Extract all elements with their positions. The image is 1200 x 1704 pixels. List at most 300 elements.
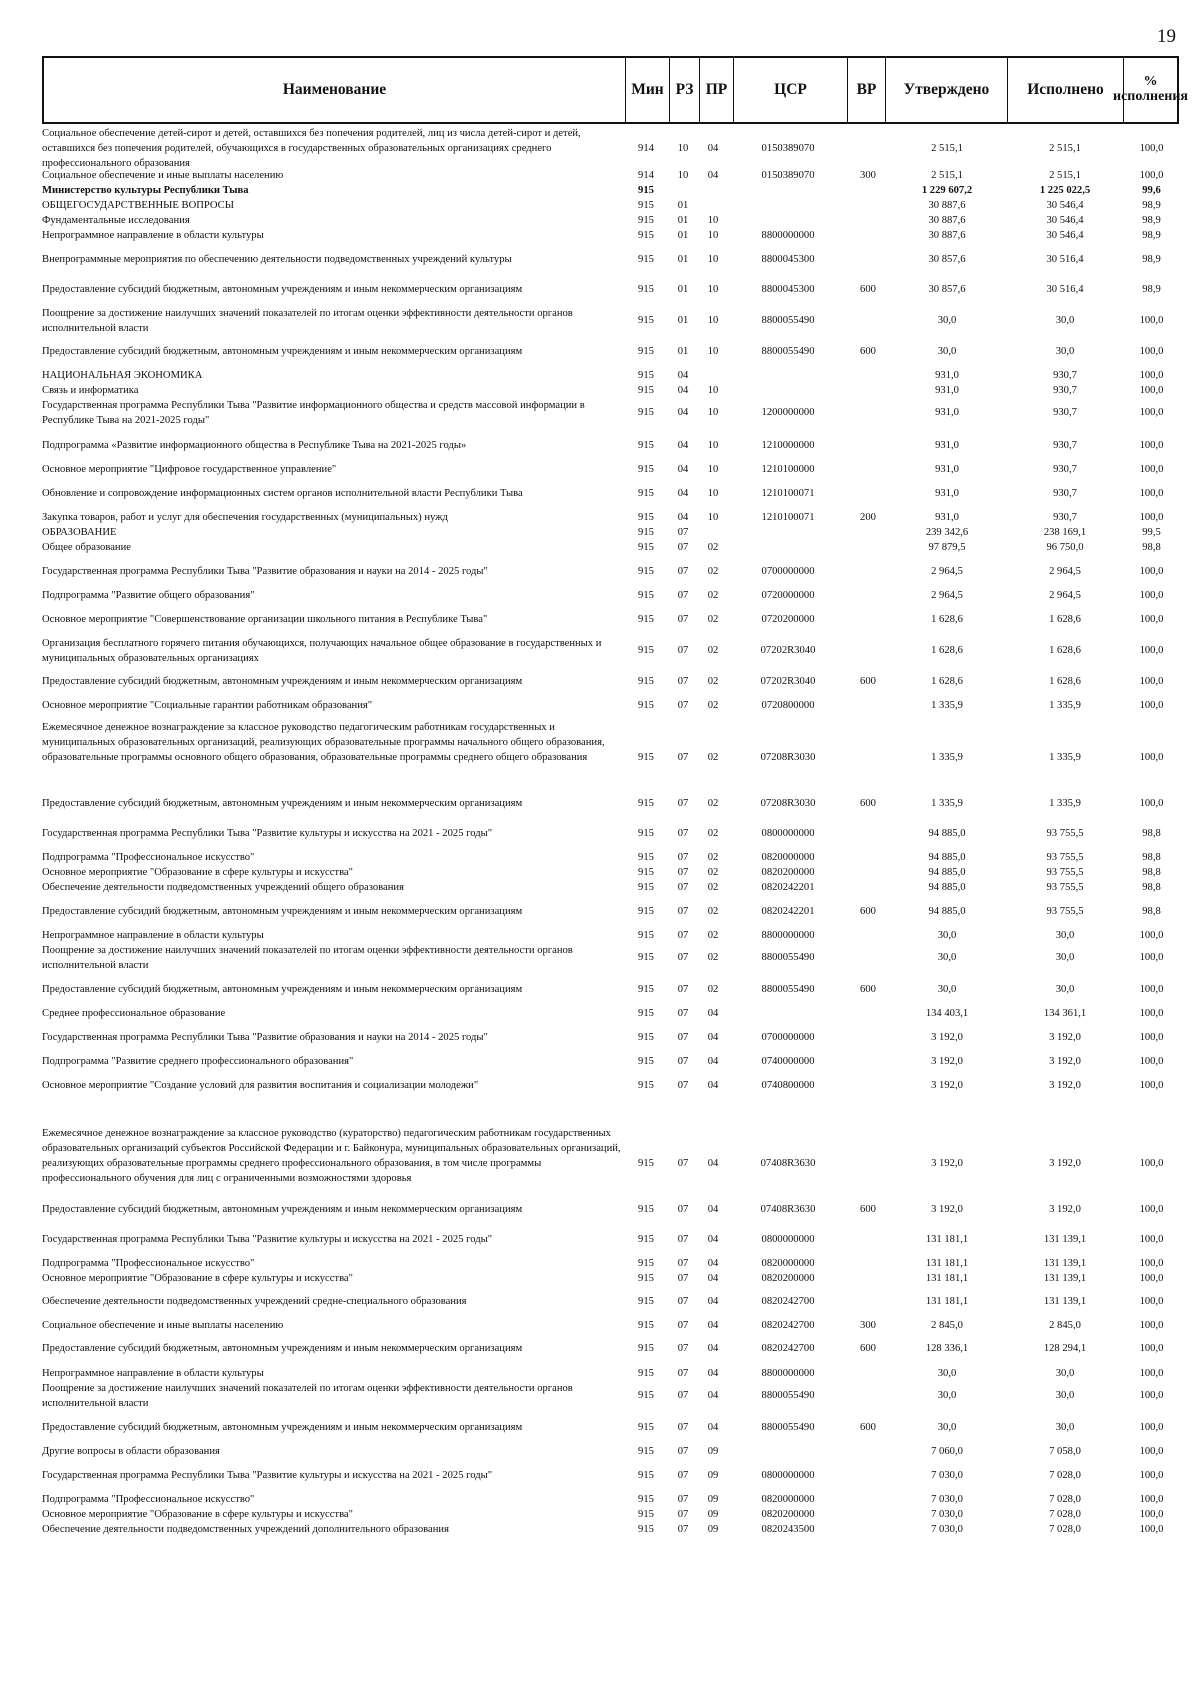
row-executed: 93 755,5 [1046, 867, 1084, 878]
row-min: 915 [638, 852, 654, 863]
header-pr: ПР [700, 58, 734, 122]
row-percent: 100,0 [1139, 143, 1164, 154]
row-rz: 07 [677, 1320, 689, 1331]
row-name: Социальное обеспечение и иные выплаты населению [42, 1320, 284, 1331]
row-percent: 100,0 [1139, 1296, 1164, 1307]
row-executed: 2 964,5 [1049, 566, 1081, 577]
row-csr: 0800000000 [761, 828, 815, 839]
row-approved: 7 030,0 [931, 1524, 963, 1535]
row-approved: 30 887,6 [928, 230, 966, 241]
row-csr: 8800055490 [761, 315, 815, 326]
row-pr: 02 [707, 906, 719, 917]
row-pr: 10 [707, 512, 719, 523]
row-rz: 07 [677, 700, 689, 711]
row-executed: 930,7 [1053, 385, 1077, 396]
row-percent: 100,0 [1139, 488, 1164, 499]
row-min: 915 [638, 254, 654, 265]
row-csr: 8800055490 [761, 984, 815, 995]
table-row [42, 368, 1179, 383]
row-approved: 7 030,0 [931, 1509, 963, 1520]
row-executed: 2 845,0 [1049, 1320, 1081, 1331]
row-rz: 04 [677, 407, 689, 418]
row-approved: 30,0 [937, 315, 957, 326]
table-row [42, 1006, 1179, 1021]
row-vr: 600 [860, 798, 876, 809]
table-row [42, 1366, 1179, 1381]
row-min: 915 [638, 1509, 654, 1520]
row-min: 915 [638, 1032, 654, 1043]
row-csr: 8800055490 [761, 1390, 815, 1401]
table-row [42, 1271, 1179, 1286]
table-row [42, 880, 1179, 895]
row-percent: 98,8 [1142, 906, 1161, 917]
row-min: 915 [638, 488, 654, 499]
row-min: 915 [638, 882, 654, 893]
row-pr: 04 [707, 1320, 719, 1331]
row-name: Обеспечение деятельности подведомственных учреждений общего образования [42, 882, 404, 893]
row-csr: 0800000000 [761, 1470, 815, 1481]
row-approved: 931,0 [935, 464, 959, 475]
row-csr: 0820242201 [761, 882, 815, 893]
row-pr: 09 [707, 1509, 719, 1520]
row-approved: 931,0 [935, 407, 959, 418]
row-percent: 100,0 [1139, 1158, 1164, 1169]
row-percent: 100,0 [1139, 798, 1164, 809]
row-vr: 600 [860, 1422, 876, 1433]
row-rz: 07 [677, 676, 689, 687]
row-rz: 07 [677, 1273, 689, 1284]
row-approved: 30 887,6 [928, 215, 966, 226]
row-approved: 94 885,0 [928, 882, 966, 893]
row-rz: 07 [677, 984, 689, 995]
row-approved: 131 181,1 [925, 1273, 969, 1284]
table-row [42, 850, 1179, 865]
row-pr: 04 [707, 1422, 719, 1433]
row-rz: 04 [677, 385, 689, 396]
row-pr: 02 [707, 882, 719, 893]
row-csr: 1210000000 [761, 440, 815, 451]
row-pr: 04 [707, 1343, 719, 1354]
row-vr: 600 [860, 906, 876, 917]
table-row [42, 1054, 1179, 1069]
row-csr: 8800055490 [761, 346, 815, 357]
row-name: Основное мероприятие "Цифровое государственное управление" [42, 464, 337, 475]
row-csr: 1210100071 [761, 512, 815, 523]
row-approved: 931,0 [935, 370, 959, 381]
row-approved: 3 192,0 [931, 1032, 963, 1043]
row-percent: 99,6 [1142, 185, 1161, 196]
row-executed: 1 628,6 [1049, 614, 1081, 625]
row-min: 914 [638, 143, 654, 154]
table-row [42, 698, 1179, 713]
row-name: НАЦИОНАЛЬНАЯ ЭКОНОМИКА [42, 370, 203, 381]
row-rz: 01 [677, 254, 689, 265]
row-pr: 04 [707, 1234, 719, 1245]
row-vr: 600 [860, 984, 876, 995]
row-pr: 10 [707, 464, 719, 475]
row-rz: 07 [677, 1234, 689, 1245]
row-executed: 30,0 [1055, 1422, 1075, 1433]
row-rz: 07 [677, 798, 689, 809]
table-row [42, 1126, 1179, 1201]
row-approved: 30,0 [937, 952, 957, 963]
row-pr: 09 [707, 1470, 719, 1481]
row-approved: 30,0 [937, 1390, 957, 1401]
table-row [42, 344, 1179, 359]
row-rz: 07 [677, 1056, 689, 1067]
row-percent: 98,8 [1142, 867, 1161, 878]
row-vr: 600 [860, 284, 876, 295]
row-min: 915 [638, 798, 654, 809]
row-name: Основное мероприятие "Совершенствование организации школьного питания в Республике Тыва" [42, 614, 488, 625]
row-rz: 07 [677, 527, 689, 538]
row-csr: 1210100000 [761, 464, 815, 475]
table-row [42, 168, 1179, 183]
row-min: 915 [638, 752, 654, 763]
row-percent: 100,0 [1139, 1056, 1164, 1067]
row-percent: 100,0 [1139, 645, 1164, 656]
row-approved: 30,0 [937, 346, 957, 357]
row-csr: 07202R3040 [760, 645, 816, 656]
row-name: Другие вопросы в области образования [42, 1446, 220, 1457]
row-percent: 98,8 [1142, 882, 1161, 893]
row-csr: 0820242700 [761, 1320, 815, 1331]
row-pr: 02 [707, 930, 719, 941]
row-percent: 100,0 [1139, 1390, 1164, 1401]
row-approved: 2 515,1 [931, 143, 963, 154]
row-executed: 930,7 [1053, 464, 1077, 475]
row-percent: 100,0 [1139, 1343, 1164, 1354]
row-executed: 30 516,4 [1046, 284, 1084, 295]
row-executed: 96 750,0 [1046, 542, 1084, 553]
row-name: Подпрограмма "Профессиональное искусство" [42, 852, 255, 863]
row-name: Государственная программа Республики Тыва "Развитие информационного общества и средств массовой информации в Республике Тыва на 2021-2025 годы" [42, 400, 585, 426]
row-executed: 930,7 [1053, 407, 1077, 418]
row-pr: 10 [707, 488, 719, 499]
row-min: 915 [638, 566, 654, 577]
row-pr: 02 [707, 542, 719, 553]
row-csr: 0150389070 [761, 170, 815, 181]
row-executed: 30,0 [1055, 1390, 1075, 1401]
table-row [42, 252, 1179, 267]
table-row [42, 674, 1179, 689]
row-percent: 100,0 [1139, 1320, 1164, 1331]
row-approved: 3 192,0 [931, 1056, 963, 1067]
table-row [42, 183, 1179, 198]
table-row [42, 383, 1179, 398]
row-executed: 131 139,1 [1043, 1234, 1087, 1245]
row-min: 915 [638, 952, 654, 963]
row-csr: 0820000000 [761, 852, 815, 863]
row-name: Социальное обеспечение детей-сирот и детей, оставшихся без попечения родителей, лиц из числа детей-сирот и детей, оставшихся без попечения родителей, обучающихся в государственных образовательных организациях среднего профессионального образования [42, 128, 581, 169]
row-min: 915 [638, 984, 654, 995]
row-rz: 07 [677, 1258, 689, 1269]
row-percent: 99,5 [1142, 527, 1161, 538]
row-pr: 10 [707, 284, 719, 295]
row-executed: 30 546,4 [1046, 230, 1084, 241]
row-pr: 10 [707, 315, 719, 326]
row-executed: 1 628,6 [1049, 645, 1081, 656]
row-csr: 0820000000 [761, 1494, 815, 1505]
row-name: Подпрограмма "Профессиональное искусство" [42, 1494, 255, 1505]
table-row [42, 525, 1179, 540]
row-executed: 930,7 [1053, 512, 1077, 523]
row-csr: 8800055490 [761, 1422, 815, 1433]
table-row [42, 982, 1179, 997]
row-approved: 2 964,5 [931, 566, 963, 577]
row-pr: 02 [707, 828, 719, 839]
row-percent: 100,0 [1139, 700, 1164, 711]
row-rz: 07 [677, 852, 689, 863]
row-min: 915 [638, 542, 654, 553]
table-row [42, 1381, 1179, 1411]
row-name: Предоставление субсидий бюджетным, автономным учреждениям и иным некоммерческим организациям [42, 906, 523, 917]
row-rz: 04 [677, 488, 689, 499]
row-percent: 100,0 [1139, 315, 1164, 326]
row-rz: 07 [677, 882, 689, 893]
table-row [42, 1468, 1179, 1483]
row-percent: 100,0 [1139, 170, 1164, 181]
row-min: 915 [638, 1008, 654, 1019]
row-rz: 07 [677, 1368, 689, 1379]
row-percent: 100,0 [1139, 1422, 1164, 1433]
row-pr: 02 [707, 700, 719, 711]
row-name: Поощрение за достижение наилучших значений показателей по итогам оценки эффективности деятельности органов исполнительной власти [42, 945, 573, 971]
row-pr: 04 [707, 1296, 719, 1307]
row-executed: 2 515,1 [1049, 170, 1081, 181]
header-name: Наименование [44, 58, 626, 122]
row-vr: 300 [860, 1320, 876, 1331]
row-min: 915 [638, 1204, 654, 1215]
row-min: 915 [638, 215, 654, 226]
row-percent: 98,9 [1142, 215, 1161, 226]
table-row [42, 1341, 1179, 1356]
row-percent: 100,0 [1139, 1368, 1164, 1379]
row-executed: 30,0 [1055, 315, 1075, 326]
table-row [42, 636, 1179, 666]
row-name: Предоставление субсидий бюджетным, автономным учреждениям и иным некоммерческим организациям [42, 346, 523, 357]
row-pr: 10 [707, 407, 719, 418]
table-row [42, 510, 1179, 525]
table-row [42, 1444, 1179, 1459]
row-executed: 134 361,1 [1043, 1008, 1087, 1019]
row-executed: 7 058,0 [1049, 1446, 1081, 1457]
row-executed: 930,7 [1053, 440, 1077, 451]
row-pr: 10 [707, 440, 719, 451]
row-approved: 3 192,0 [931, 1080, 963, 1091]
row-executed: 30,0 [1055, 952, 1075, 963]
table-row [42, 904, 1179, 919]
header-executed: Исполнено [1008, 58, 1124, 122]
header-percent: % исполнения [1113, 74, 1189, 104]
row-percent: 100,0 [1139, 440, 1164, 451]
row-min: 915 [638, 906, 654, 917]
row-name: Подпрограмма "Развитие среднего профессионального образования" [42, 1056, 354, 1067]
row-csr: 07208R3030 [760, 752, 816, 763]
row-min: 915 [638, 614, 654, 625]
header-approved: Утверждено [886, 58, 1008, 122]
row-name: Основное мероприятие "Образование в сфере культуры и искусства" [42, 1509, 353, 1520]
table-row [42, 1420, 1179, 1435]
row-approved: 7 060,0 [931, 1446, 963, 1457]
table-row [42, 1522, 1179, 1537]
row-percent: 100,0 [1139, 590, 1164, 601]
table-row [42, 198, 1179, 213]
row-name: Связь и информатика [42, 385, 139, 396]
row-min: 915 [638, 1158, 654, 1169]
row-pr: 10 [707, 254, 719, 265]
row-name: Поощрение за достижение наилучших значений показателей по итогам оценки эффективности деятельности органов исполнительной власти [42, 1383, 573, 1409]
row-name: Основное мероприятие "Создание условий для развития воспитания и социализации молодежи" [42, 1080, 479, 1091]
row-pr: 02 [707, 566, 719, 577]
row-pr: 02 [707, 852, 719, 863]
row-rz: 07 [677, 566, 689, 577]
row-rz: 04 [677, 512, 689, 523]
row-rz: 01 [677, 346, 689, 357]
row-pr: 02 [707, 590, 719, 601]
row-csr: 0150389070 [761, 143, 815, 154]
row-executed: 7 028,0 [1049, 1524, 1081, 1535]
row-approved: 931,0 [935, 385, 959, 396]
page-number: 19 [1157, 26, 1176, 47]
row-percent: 100,0 [1139, 952, 1164, 963]
row-pr: 04 [707, 1368, 719, 1379]
row-csr: 0740000000 [761, 1056, 815, 1067]
row-executed: 7 028,0 [1049, 1470, 1081, 1481]
row-approved: 94 885,0 [928, 828, 966, 839]
row-rz: 10 [677, 170, 689, 181]
row-name: ОБЩЕГОСУДАРСТВЕННЫЕ ВОПРОСЫ [42, 200, 234, 211]
row-min: 915 [638, 1470, 654, 1481]
row-approved: 3 192,0 [931, 1158, 963, 1169]
row-pr: 09 [707, 1494, 719, 1505]
row-rz: 01 [677, 315, 689, 326]
row-csr: 07202R3040 [760, 676, 816, 687]
row-pr: 09 [707, 1446, 719, 1457]
row-pr: 02 [707, 676, 719, 687]
row-rz: 10 [677, 143, 689, 154]
row-rz: 07 [677, 867, 689, 878]
table-row [42, 1507, 1179, 1522]
row-vr: 600 [860, 346, 876, 357]
table-row [42, 213, 1179, 228]
row-name: Обновление и сопровождение информационных систем органов исполнительной власти Республики Тыва [42, 488, 523, 499]
header-rz: РЗ [670, 58, 700, 122]
row-rz: 01 [677, 200, 689, 211]
row-approved: 1 628,6 [931, 614, 963, 625]
row-executed: 1 225 022,5 [1039, 185, 1091, 196]
row-rz: 07 [677, 1390, 689, 1401]
row-pr: 02 [707, 752, 719, 763]
row-rz: 07 [677, 645, 689, 656]
row-pr: 04 [707, 1080, 719, 1091]
row-approved: 30,0 [937, 1368, 957, 1379]
table-row [42, 928, 1179, 943]
row-pr: 04 [707, 1258, 719, 1269]
row-rz: 07 [677, 1032, 689, 1043]
row-rz: 07 [677, 590, 689, 601]
row-vr: 600 [860, 676, 876, 687]
row-min: 915 [638, 346, 654, 357]
row-vr: 300 [860, 170, 876, 181]
row-pr: 04 [707, 170, 719, 181]
table-row [42, 438, 1179, 453]
row-csr: 0800000000 [761, 1234, 815, 1245]
row-percent: 100,0 [1139, 385, 1164, 396]
table-row [42, 588, 1179, 603]
row-executed: 30,0 [1055, 930, 1075, 941]
row-approved: 30,0 [937, 984, 957, 995]
row-name: Государственная программа Республики Тыва "Развитие образования и науки на 2014 - 2025 годы" [42, 566, 488, 577]
row-approved: 3 192,0 [931, 1204, 963, 1215]
row-pr: 02 [707, 952, 719, 963]
row-name: Поощрение за достижение наилучших значений показателей по итогам оценки эффективности деятельности органов исполнительной власти [42, 308, 573, 334]
table-row [42, 564, 1179, 579]
row-name: Предоставление субсидий бюджетным, автономным учреждениям и иным некоммерческим организациям [42, 1343, 523, 1354]
row-pr: 10 [707, 346, 719, 357]
row-percent: 100,0 [1139, 1446, 1164, 1457]
row-percent: 98,8 [1142, 542, 1161, 553]
row-approved: 931,0 [935, 512, 959, 523]
row-vr: 600 [860, 1204, 876, 1215]
row-csr: 0820000000 [761, 1258, 815, 1269]
row-rz: 07 [677, 1494, 689, 1505]
row-name: Основное мероприятие "Образование в сфере культуры и искусства" [42, 867, 353, 878]
row-csr: 0700000000 [761, 566, 815, 577]
row-rz: 07 [677, 1470, 689, 1481]
table-row [42, 1318, 1179, 1333]
row-csr: 0820242700 [761, 1343, 815, 1354]
row-csr: 0820242201 [761, 906, 815, 917]
row-approved: 1 229 607,2 [921, 185, 973, 196]
row-executed: 7 028,0 [1049, 1494, 1081, 1505]
row-percent: 100,0 [1139, 1524, 1164, 1535]
row-pr: 02 [707, 645, 719, 656]
row-name: Общее образование [42, 542, 131, 553]
row-rz: 07 [677, 1204, 689, 1215]
table-row [42, 228, 1179, 243]
budget-table [42, 56, 1189, 1535]
row-name: ОБРАЗОВАНИЕ [42, 527, 117, 538]
row-name: Фундаментальные исследования [42, 215, 190, 226]
table-row [42, 1078, 1179, 1093]
row-executed: 1 335,9 [1049, 798, 1081, 809]
row-name: Среднее профессиональное образование [42, 1008, 226, 1019]
row-executed: 131 139,1 [1043, 1296, 1087, 1307]
row-name: Предоставление субсидий бюджетным, автономным учреждениям и иным некоммерческим организациям [42, 1204, 523, 1215]
row-percent: 98,8 [1142, 852, 1161, 863]
row-name: Социальное обеспечение и иные выплаты населению [42, 170, 284, 181]
row-rz: 07 [677, 1446, 689, 1457]
row-approved: 97 879,5 [928, 542, 966, 553]
table-row [42, 826, 1179, 841]
row-name: Подпрограмма "Профессиональное искусство" [42, 1258, 255, 1269]
row-name: Предоставление субсидий бюджетным, автономным учреждениям и иным некоммерческим организациям [42, 284, 523, 295]
row-csr: 0700000000 [761, 1032, 815, 1043]
row-executed: 30 546,4 [1046, 215, 1084, 226]
row-percent: 100,0 [1139, 1234, 1164, 1245]
row-name: Непрограммное направление в области культуры [42, 930, 264, 941]
row-csr: 0740800000 [761, 1080, 815, 1091]
row-approved: 2 964,5 [931, 590, 963, 601]
row-percent: 100,0 [1139, 1509, 1164, 1520]
row-pr: 09 [707, 1524, 719, 1535]
row-name: Внепрограммные мероприятия по обеспечению деятельности подведомственных учреждений культуры [42, 254, 512, 265]
table-row [42, 1030, 1179, 1045]
row-percent: 100,0 [1139, 1273, 1164, 1284]
row-executed: 1 335,9 [1049, 700, 1081, 711]
row-name: Основное мероприятие "Социальные гарантии работникам образования" [42, 700, 373, 711]
